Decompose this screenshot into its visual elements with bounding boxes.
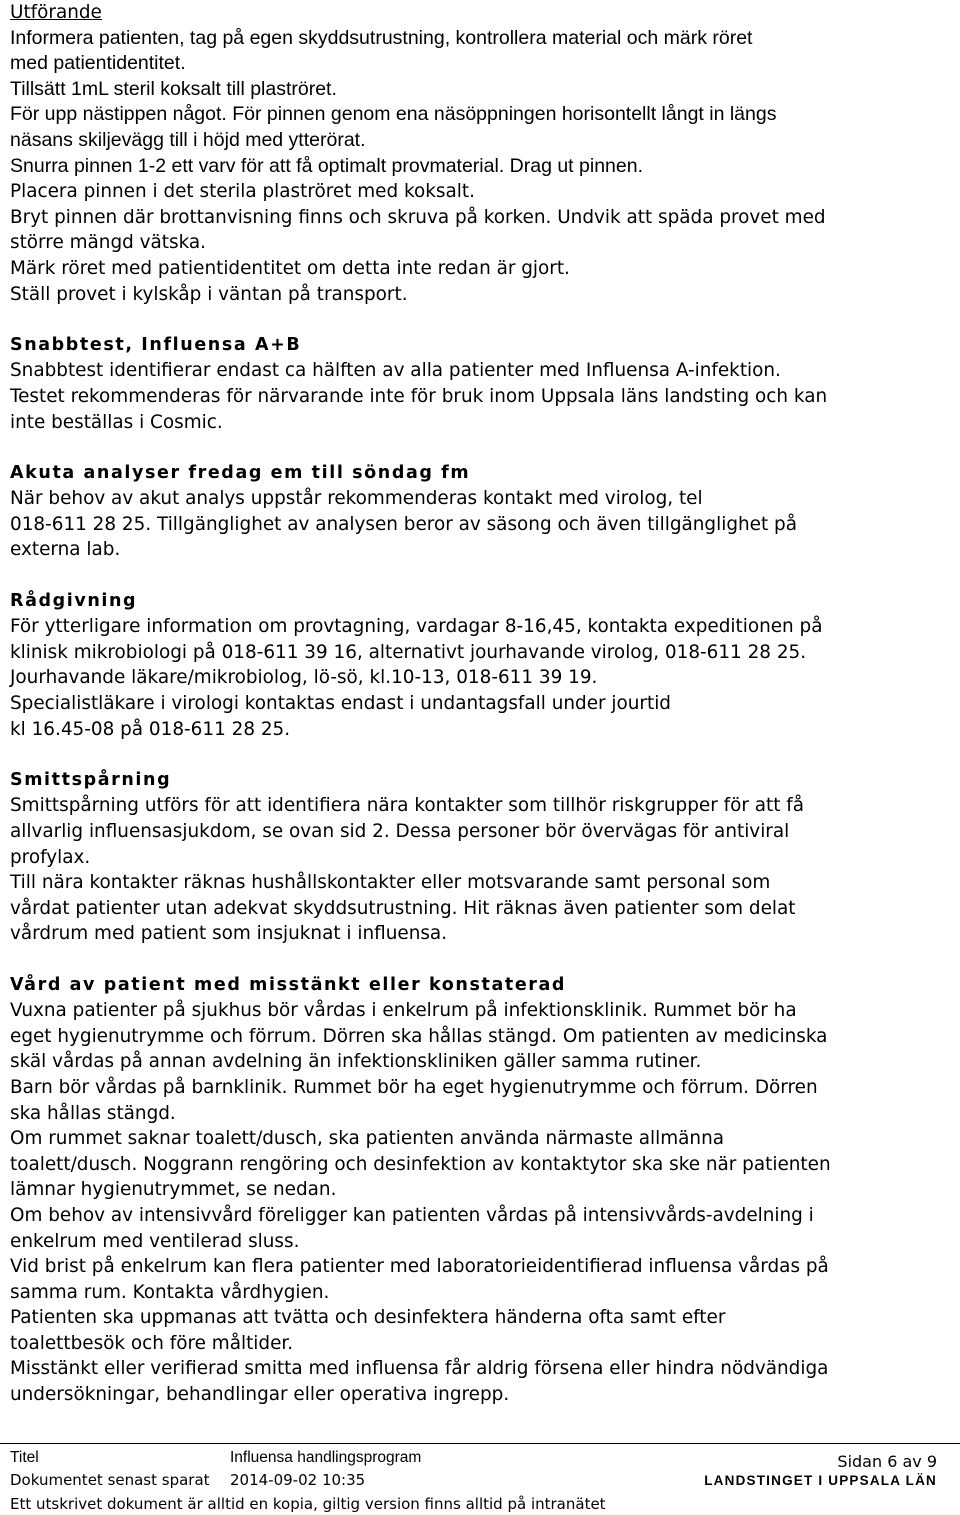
- section-heading-akuta-analyser: Akuta analyser fredag em till söndag fm: [10, 462, 471, 483]
- footer-disclaimer: Ett utskrivet dokument är alltid en kopia, giltig version finns alltid på intranätet: [10, 1495, 606, 1513]
- paragraph-line: samma rum. Kontakta vårdhygien.: [10, 1281, 330, 1303]
- section-heading-snabbtest: Snabbtest, Influensa A+B: [10, 334, 302, 355]
- paragraph-line: Barn bör vårdas på barnklinik. Rummet bör ha eget hygienutrymme och förrum. Dörren: [10, 1076, 818, 1098]
- paragraph-line: Ställ provet i kylskåp i väntan på transport.: [10, 283, 408, 305]
- paragraph-line: större mängd vätska.: [10, 232, 207, 254]
- paragraph-line: lämnar hygienutrymmet, se nedan.: [10, 1179, 337, 1201]
- section-spacer: [10, 563, 955, 589]
- paragraph-line: toalettbesök och före måltider.: [10, 1332, 294, 1354]
- paragraph-line: Smittspårning utförs för att identifiera nära kontakter som tillhör riskgrupper för att få: [10, 795, 805, 817]
- paragraph-line: Bryt pinnen där brottanvisning finns och skruva på korken. Undvik att späda provet med: [10, 206, 826, 228]
- paragraph-line: näsans skiljevägg till i höjd med ytterörat.: [10, 128, 366, 151]
- paragraph-line: enkelrum med ventilerad sluss.: [10, 1230, 300, 1252]
- footer-saved-value: 2014-09-02 10:35: [230, 1471, 366, 1489]
- section-utforande: [10, 0, 955, 307]
- section-spacer: [10, 307, 955, 333]
- section-heading-smittsparning: Smittspårning: [10, 769, 172, 790]
- paragraph-line: inte beställas i Cosmic.: [10, 411, 223, 433]
- paragraph-line: Specialistläkare i virologi kontaktas endast i undantagsfall under jourtid: [10, 693, 671, 715]
- document-page: [10, 0, 955, 1408]
- footer-divider: [0, 1443, 960, 1444]
- paragraph-line: vårdrum med patient som insjuknat i influensa.: [10, 923, 448, 945]
- section-heading-radgivning: Rådgivning: [10, 590, 138, 611]
- paragraph-line: Om rummet saknar toalett/dusch, ska patienten använda närmaste allmänna: [10, 1128, 724, 1150]
- paragraph-line: med patientidentitet.: [10, 52, 186, 75]
- paragraph-line: undersökningar, behandlingar eller operativa ingrepp.: [10, 1384, 510, 1406]
- paragraph-line: Märk röret med patientidentitet om detta inte redan är gjort.: [10, 257, 570, 279]
- paragraph-line: externa lab.: [10, 539, 121, 561]
- section-heading-vard-av-patient: Vård av patient med misstänkt eller konstaterad: [10, 974, 567, 995]
- paragraph-line: allvarlig influensasjukdom, se ovan sid 2. Dessa personer bör övervägas för antiviral: [10, 821, 790, 842]
- footer-title-value: Influensa handlingsprogram: [230, 1449, 422, 1466]
- section-vard-av-patient: [10, 973, 955, 1408]
- section-heading-utforande: Utförande: [10, 2, 102, 23]
- paragraph-line: Om behov av intensivvård föreligger kan patienten vårdas på intensivvårds-avdelning i: [10, 1204, 814, 1226]
- paragraph-line: Testet rekommenderas för närvarande inte för bruk inom Uppsala läns landsting och kan: [10, 385, 828, 407]
- paragraph-line: 018-611 28 25. Tillgänglighet av analysen beror av säsong och även tillgänglighet på: [10, 513, 797, 535]
- footer-organization: LANDSTINGET I UPPSALA LÄN: [704, 1473, 937, 1488]
- paragraph-line: Informera patienten, tag på egen skyddsutrustning, kontrollera material och märk röret: [10, 26, 753, 49]
- paragraph-line: kl 16.45-08 på 018-611 28 25.: [10, 718, 291, 740]
- footer-title-label: Titel: [10, 1449, 39, 1466]
- section-spacer: [10, 947, 955, 973]
- paragraph-line: klinisk mikrobiologi på 018-611 39 16, alternativt jourhavande virolog, 018-611 28 25.: [10, 641, 807, 663]
- paragraph-line: skäl vårdas på annan avdelning än infektionskliniken gäller samma rutiner.: [10, 1051, 702, 1073]
- section-radgivning: [10, 589, 955, 743]
- paragraph-line: Till nära kontakter räknas hushållskontakter eller motsvarande samt personal som: [10, 872, 771, 894]
- paragraph-line: Misstänkt eller verifierad smitta med influensa får aldrig försena eller hindra nödvändiga: [10, 1358, 829, 1380]
- paragraph-line: eget hygienutrymme och förrum. Dörren ska hållas stängd. Om patienten av medicinska: [10, 1025, 828, 1047]
- paragraph-line: Jourhavande läkare/mikrobiolog, lö-sö, kl.10-13, 018-611 39 19.: [10, 667, 598, 689]
- section-spacer: [10, 742, 955, 768]
- paragraph-line: Snurra pinnen 1-2 ett varv för att få optimalt provmaterial. Drag ut pinnen.: [10, 154, 643, 177]
- paragraph-line: När behov av akut analys uppstår rekommenderas kontakt med virolog, tel: [10, 488, 703, 510]
- section-snabbtest: [10, 333, 955, 435]
- paragraph-line: vårdat patienter utan adekvat skyddsutrustning. Hit räknas även patienter som delat: [10, 897, 796, 919]
- paragraph-line: För upp nästippen något. För pinnen genom ena näsöppningen horisontellt långt in längs: [10, 103, 777, 126]
- paragraph-line: Placera pinnen i det sterila plaströret med koksalt.: [10, 181, 475, 203]
- paragraph-line: profylax.: [10, 846, 91, 868]
- footer-saved-label: Dokumentet senast sparat: [10, 1471, 210, 1489]
- paragraph-line: För ytterligare information om provtagning, vardagar 8-16,45, kontakta expeditionen på: [10, 616, 823, 638]
- paragraph-line: ska hållas stängd.: [10, 1102, 176, 1124]
- paragraph-line: Tillsätt 1mL steril koksalt till plaströret.: [10, 77, 337, 100]
- section-smittsparning: [10, 768, 955, 947]
- paragraph-line: Snabbtest identifierar endast ca hälften av alla patienter med Influensa A-infektion.: [10, 360, 781, 382]
- paragraph-line: Vuxna patienter på sjukhus bör vårdas i enkelrum på infektionsklinik. Rummet bör ha: [10, 1000, 797, 1022]
- paragraph-line: Patienten ska uppmanas att tvätta och desinfektera händerna ofta samt efter: [10, 1307, 726, 1329]
- section-akuta-analyser: [10, 461, 955, 563]
- paragraph-line: Vid brist på enkelrum kan flera patienter med laboratorieidentifierad influensa vårdas på: [10, 1256, 829, 1278]
- paragraph-line: toalett/dusch. Noggrann rengöring och desinfektion av kontaktytor ska ske när patienten: [10, 1153, 831, 1175]
- footer-page-number: Sidan 6 av 9: [837, 1452, 937, 1471]
- section-spacer: [10, 435, 955, 461]
